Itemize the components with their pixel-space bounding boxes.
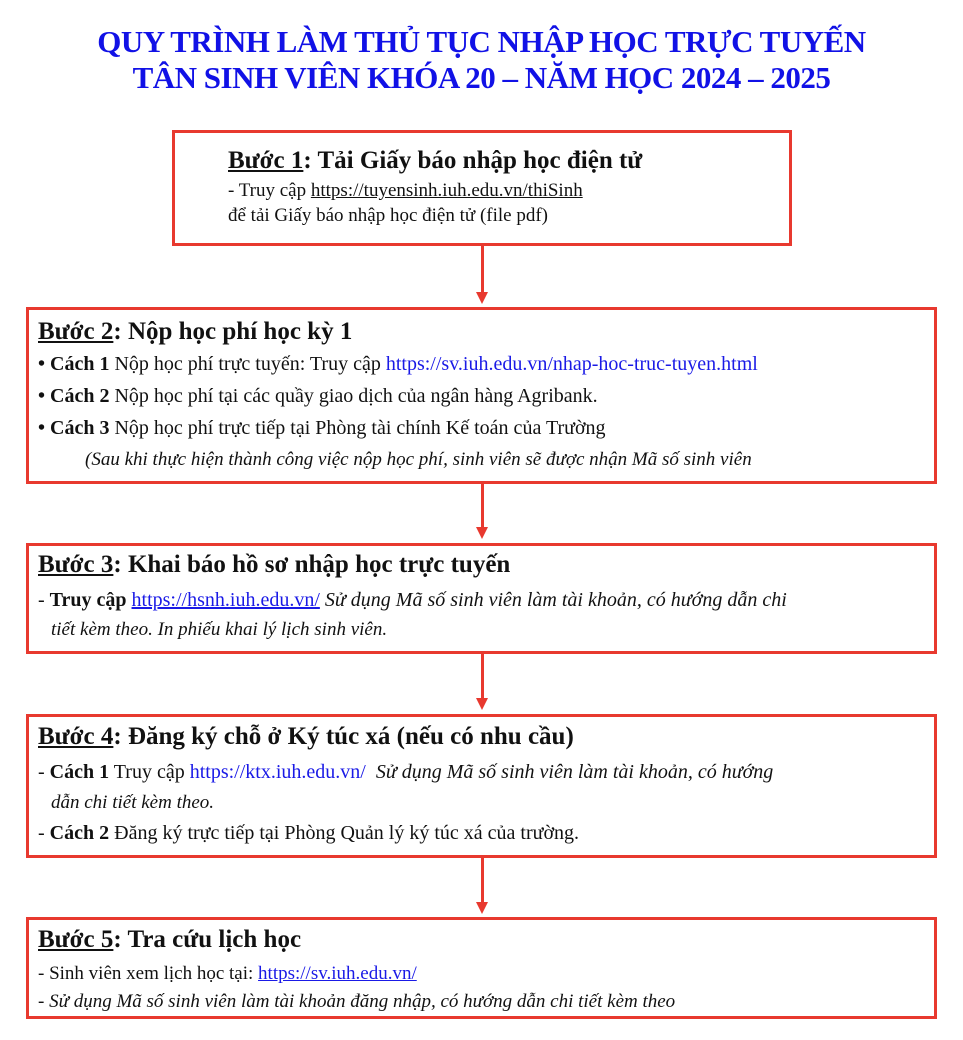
step-5-line-2: - Sử dụng Mã số sinh viên làm tài khoản đăng nhập, có hướng dẫn chi tiết kèm theo [38, 991, 676, 1012]
bullet: • [38, 353, 51, 375]
step-1-line-2: để tải Giấy báo nhập học điện tử (file pdf) [228, 205, 548, 226]
step-3-box [26, 543, 937, 654]
nhap-hoc-link[interactable]: https://sv.iuh.edu.vn/nhap-hoc-truc-tuyen.html [385, 353, 758, 375]
text: Đăng ký trực tiếp tại Phòng Quản lý ký túc xá của trường. [109, 822, 580, 844]
step-2-note: (Sau khi thực hiện thành công việc nộp học phí, sinh viên sẽ được nhận Mã số sinh viên [85, 449, 752, 470]
page-title-line-2: TÂN SINH VIÊN KHÓA 20 – NĂM HỌC 2024 – 2025 [132, 60, 831, 95]
text: Nộp học phí tại các quầy giao dịch của ngân hàng Agribank. [109, 385, 598, 407]
method-label: Cách 3 [50, 417, 110, 439]
step-1-title: : Tải Giấy báo nhập học điện tử [303, 147, 643, 174]
method-label: Cách 2 [50, 385, 110, 407]
method-label: Cách 1 [50, 353, 110, 375]
step-3-heading [38, 551, 510, 579]
text: - Sinh viên xem lịch học tại: [38, 963, 259, 984]
instructions: Sử dụng Mã số sinh viên làm tài khoản, có hướng [365, 761, 774, 783]
dash: - [38, 589, 50, 611]
step-4-box [26, 714, 937, 858]
arrowhead-1-2 [476, 292, 488, 304]
text: Truy cập [109, 761, 190, 783]
ktx-link[interactable]: https://ktx.iuh.edu.vn/ [189, 761, 366, 783]
dash: - [38, 822, 50, 844]
bullet: • [38, 417, 51, 439]
tuyensinh-link[interactable]: https://tuyensinh.iuh.edu.vn/thiSinh [310, 180, 583, 201]
arrow-2-3 [481, 484, 484, 528]
arrow-1-2 [481, 246, 484, 292]
sv-link[interactable]: https://sv.iuh.edu.vn/ [258, 963, 417, 984]
step-5-heading [38, 926, 301, 954]
step-5-label: Bước 5 [38, 926, 114, 953]
instructions: Sử dụng Mã số sinh viên làm tài khoản, có hướng dẫn chi [319, 589, 787, 611]
access-label: Truy cập [49, 589, 127, 611]
step-1-label: Bước 1 [228, 147, 304, 174]
step-1-heading [228, 147, 642, 175]
page-title-line-1: QUY TRÌNH LÀM THỦ TỤC NHẬP HỌC TRỰC TUYẾN [97, 24, 866, 59]
step-4-heading [38, 723, 574, 751]
bullet: • [38, 385, 51, 407]
step-1-box [172, 130, 792, 246]
arrow-3-4 [481, 654, 484, 698]
step-5-title: : Tra cứu lịch học [113, 926, 302, 953]
step-4-method-1 [38, 760, 773, 784]
step-4-label: Bước 4 [38, 723, 114, 750]
step-3-label: Bước 3 [38, 551, 114, 578]
method-label: Cách 2 [49, 822, 110, 844]
text: Nộp học phí trực tiếp tại Phòng tài chính Kế toán của Trường [109, 417, 606, 439]
step-2-title: : Nộp học phí học kỳ 1 [113, 318, 353, 345]
step-2-label: Bước 2 [38, 318, 114, 345]
step-2-method-1 [38, 352, 758, 376]
step-3-line-2: tiết kèm theo. In phiếu khai lý lịch sinh viên. [51, 619, 388, 640]
step-3-title: : Khai báo hồ sơ nhập học trực tuyến [113, 551, 511, 578]
step-1-line-1 [228, 179, 583, 203]
step-4-title: : Đăng ký chỗ ở Ký túc xá (nếu có nhu cầu) [113, 723, 574, 750]
arrow-4-5 [481, 858, 484, 902]
step-2-box [26, 307, 937, 484]
text: - Truy cập [228, 180, 311, 201]
arrowhead-4-5 [476, 902, 488, 914]
step-2-method-3 [38, 416, 606, 440]
step-5-line-1 [38, 962, 417, 986]
step-4-method-2 [38, 821, 579, 845]
step-4-line-2: dẫn chi tiết kèm theo. [51, 792, 215, 813]
step-2-heading [38, 318, 352, 346]
step-3-line-1 [38, 588, 787, 612]
dash: - [38, 761, 50, 783]
hsnh-link[interactable]: https://hsnh.iuh.edu.vn/ [131, 589, 320, 611]
arrowhead-2-3 [476, 527, 488, 539]
arrowhead-3-4 [476, 698, 488, 710]
step-5-box [26, 917, 937, 1019]
step-2-method-2 [38, 384, 598, 408]
method-label: Cách 1 [49, 761, 110, 783]
text: Nộp học phí trực tuyến: Truy cập [109, 353, 386, 375]
